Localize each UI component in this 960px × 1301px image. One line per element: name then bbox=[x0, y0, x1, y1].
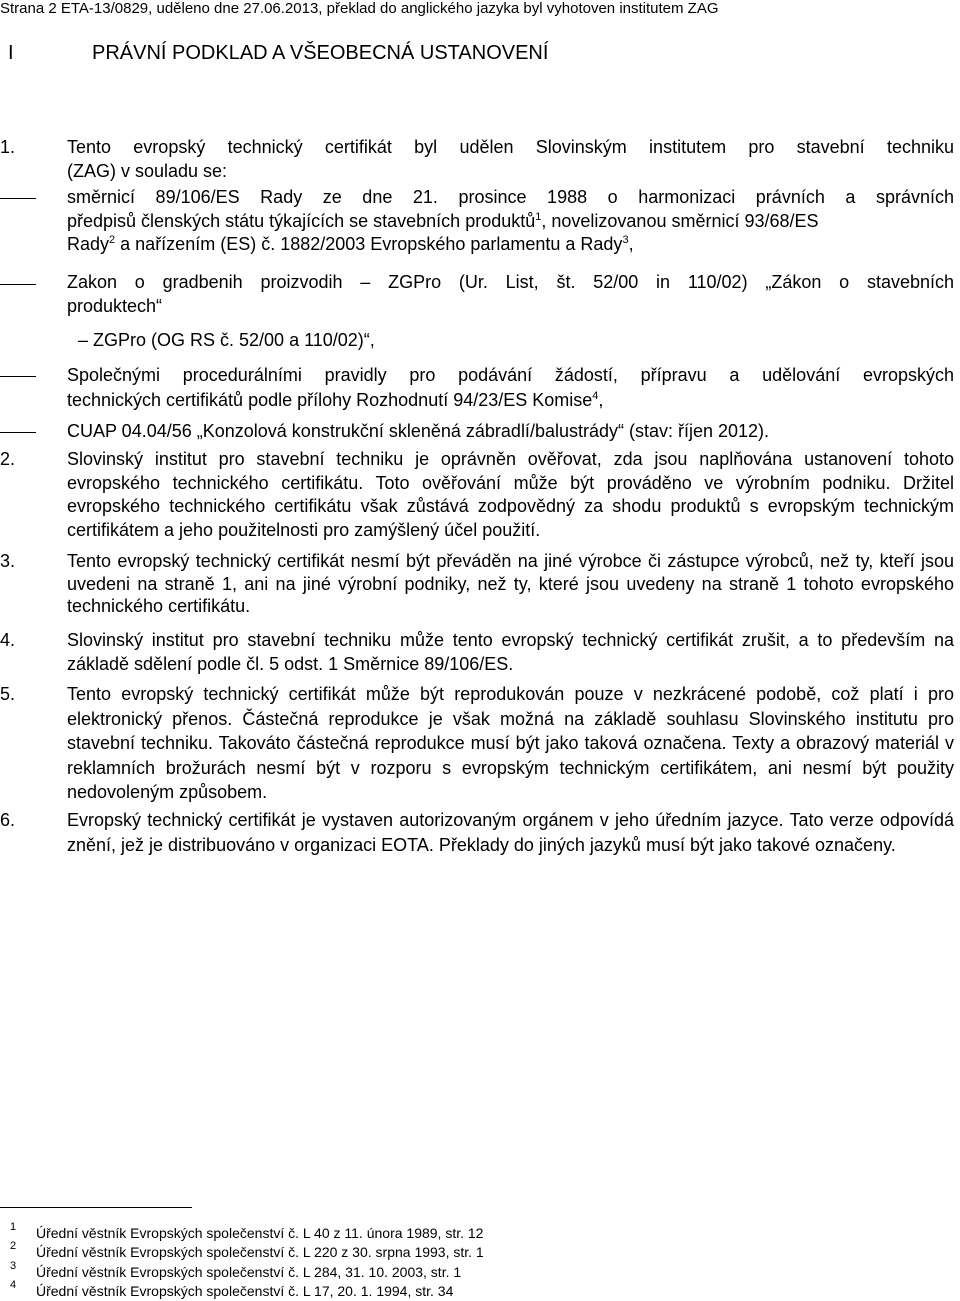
bullet-3-line-1: Společnými procedurálními pravidly pro podávání žádostí, přípravu a udělování evropských bbox=[67, 365, 954, 385]
bullet-dash bbox=[0, 198, 36, 199]
paragraph-1-number: 1. bbox=[0, 137, 16, 157]
paragraph-4-number: 4. bbox=[0, 630, 16, 650]
footnote-text: Úřední věstník Evropských společenství č. L 284, 31. 10. 2003, str. 1 bbox=[36, 1264, 462, 1280]
bullet-1-line-3: Rady$^2$ a nařízením (ES) č. 1882/2003 Evropského parlamentu a Rady$^3$, bbox=[67, 234, 634, 254]
bullet-dash bbox=[0, 432, 36, 433]
footnote-number: 1 bbox=[10, 1221, 17, 1233]
paragraph-5-number: 5. bbox=[0, 684, 16, 704]
bullet-2-line-3: – ZGPro (OG RS č. 52/00 a 110/02)“, bbox=[78, 330, 375, 350]
bullet-2-line-1: Zakon o gradbenih proizvodih – ZGPro (Ur. List, št. 52/00 in 110/02) „Zákon o stavebních bbox=[67, 272, 954, 292]
bullet-1-line-2: předpisů členských státu týkajících se stavebních produktů$^1$, novelizovanou směrnicí 93/68/ES bbox=[67, 211, 819, 231]
section-title: PRÁVNÍ PODKLAD A VŠEOBECNÁ USTANOVENÍ bbox=[92, 42, 549, 64]
paragraph-2-number: 2. bbox=[0, 449, 16, 469]
paragraph-5-text: Tento evropský technický certifikát může být reprodukován pouze v nezkrácené podobě, což platí i pro elektronický přenos. Částečná reprodukce je však možná na základě souhlasu Slovinského institutu pro stavební techniku. Takováto částečná reprodukce musí být jako taková označena. Texty a obrazový materiál v reklamních brožurách nesmí být v rozporu s evropským technickým certifikátem, ani nesmí být použity nedovoleným způsobem. bbox=[67, 684, 954, 802]
footnote-number: 2 bbox=[10, 1240, 17, 1252]
bullet-dash bbox=[0, 284, 36, 285]
page-header: Strana 2 ETA-13/0829, uděleno dne 27.06.2013, překlad do anglického jazyka byl vyhotoven institutem ZAG bbox=[0, 0, 719, 17]
bullet-3-line-2: technických certifikátů podle přílohy Rozhodnutí 94/23/ES Komise$^4$, bbox=[67, 390, 604, 410]
footnote-text: Úřední věstník Evropských společenství č. L 220 z 30. srpna 1993, str. 1 bbox=[36, 1244, 484, 1260]
footnote-number: 3 bbox=[10, 1260, 17, 1272]
paragraph-1-line-1: Tento evropský technický certifikát byl udělen Slovinským institutem pro stavební techniku bbox=[67, 137, 954, 157]
paragraph-1-line-2: (ZAG) v souladu se: bbox=[67, 161, 228, 181]
paragraph-2-text: Slovinský institut pro stavební techniku je oprávněn ověřovat, zda jsou naplňována ustanovení tohoto evropského technického certifikátu. Toto ověřování může být prováděno ve výrobním podniku. Držitel evropského technického certifikátu však zůstává zodpovědný za shodu produktů s evropským technickým certifikátem a jeho použitelnosti pro zamýšlený účel použití. bbox=[67, 449, 954, 540]
section-number: I bbox=[8, 42, 14, 64]
paragraph-3-number: 3. bbox=[0, 551, 16, 571]
paragraph-4-text: Slovinský institut pro stavební techniku může tento evropský technický certifikát zrušit, a to především na základě sdělení podle čl. 5 odst. 1 Směrnice 89/106/ES. bbox=[67, 630, 954, 674]
footnote-text: Úřední věstník Evropských společenství č. L 40 z 11. února 1989, str. 12 bbox=[36, 1225, 484, 1241]
bullet-2-line-2: produktech“ bbox=[67, 296, 163, 316]
paragraph-3-text: Tento evropský technický certifikát nesmí být převáděn na jiné výrobce či zástupce výrobců, než ty, kteří jsou uvedeni na straně 1, ani na jiné výrobní podniky, než ty, které jsou uvedeny na straně 1 tohoto evropského technického certifikátu. bbox=[67, 551, 954, 616]
paragraph-6-number: 6. bbox=[0, 810, 16, 830]
bullet-1-line-1: směrnicí 89/106/ES Rady ze dne 21. prosince 1988 o harmonizaci právních a správních bbox=[67, 187, 954, 207]
footnote-text: Úřední věstník Evropských společenství č. L 17, 20. 1. 1994, str. 34 bbox=[36, 1283, 454, 1299]
bullet-4-line-1: CUAP 04.04/56 „Konzolová konstrukční skleněná zábradlí/balustrády“ (stav: říjen 2012). bbox=[67, 421, 770, 441]
footnote-number: 4 bbox=[10, 1279, 17, 1291]
bullet-dash bbox=[0, 376, 36, 377]
footnote-separator bbox=[0, 1207, 192, 1208]
paragraph-6-text: Evropský technický certifikát je vystaven autorizovaným orgánem v jeho úředním jazyce. Tato verze odpovídá znění, jež je distribuováno v organizaci EOTA. Překlady do jiných jazyků musí být jako takové označeny. bbox=[67, 810, 954, 855]
